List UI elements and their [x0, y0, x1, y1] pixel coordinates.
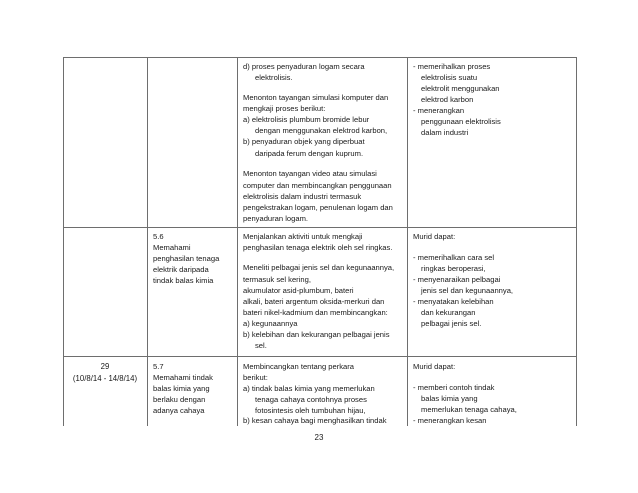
- outcome-line: - menyenaraikan pelbagai: [413, 275, 501, 284]
- activity-line: akumulator asid-plumbum, bateri: [243, 286, 354, 295]
- objective-line: balas kimia yang: [153, 384, 210, 393]
- outcome-line: - memberi contoh tindak: [413, 383, 495, 392]
- objective-line: Memahami: [153, 243, 191, 252]
- activity-line: a) kegunaannya: [243, 319, 298, 328]
- objective-line: 5.6: [153, 232, 164, 241]
- outcome-line: balas kimia yang: [421, 394, 478, 403]
- activity-line: berikut:: [243, 373, 268, 382]
- activity-line: bateri nikel-kadmium dan membincangkan:: [243, 308, 388, 317]
- activity-line: tenaga cahaya contohnya proses: [255, 395, 367, 404]
- activity-line: Menonton tayangan simulasi komputer dan: [243, 93, 389, 102]
- objective-line: 5.7: [153, 362, 164, 371]
- outcome-line: dan kekurangan: [421, 308, 476, 317]
- outcome-line: elektrolit menggunakan: [421, 84, 500, 93]
- activity-line: alkali, bateri argentum oksida-merkuri dan: [243, 297, 385, 306]
- table-border-top: [63, 57, 577, 58]
- outcome-line: elektrod karbon: [421, 95, 474, 104]
- objective-line: penghasilan tenaga: [153, 254, 220, 263]
- row-divider-2: [63, 356, 577, 357]
- activity-line: elektrolisis dalam industri termasuk: [243, 192, 362, 201]
- objective-line: adanya cahaya: [153, 406, 205, 415]
- column-divider-3: [407, 57, 408, 426]
- outcome-line: - menerangkan: [413, 106, 465, 115]
- objective-line: elektrik daripada: [153, 265, 209, 274]
- outcome-line: pelbagai jenis sel.: [421, 319, 482, 328]
- page-number: 23: [314, 433, 324, 442]
- activity-line: Menonton tayangan video atau simulasi: [243, 169, 377, 178]
- outcome-line: - memerihalkan cara sel: [413, 253, 495, 262]
- objective-line: berlaku dengan: [153, 395, 206, 404]
- activity-line: a) tindak balas kimia yang memerlukan: [243, 384, 375, 393]
- outcome-line: Murid dapat:: [413, 232, 456, 241]
- activity-line: Menjalankan aktiviti untuk mengkaji: [243, 232, 363, 241]
- activity-line: d) proses penyaduran logam secara: [243, 62, 365, 71]
- activity-line: Membincangkan tentang perkara: [243, 362, 355, 371]
- activity-line: fotosintesis oleh tumbuhan hijau,: [255, 406, 366, 415]
- objective-line: Memahami tindak: [153, 373, 213, 382]
- outcome-line: elektrolisis suatu: [421, 73, 478, 82]
- activity-line: a) elektrolisis plumbum bromide lebur: [243, 115, 370, 124]
- column-divider-2: [237, 57, 238, 426]
- activity-line: penghasilan tenaga elektrik oleh sel ringkas.: [243, 243, 393, 252]
- activity-line: sel.: [255, 341, 267, 350]
- table-border-right: [576, 57, 577, 426]
- activity-line: termasuk sel kering,: [243, 275, 311, 284]
- row-divider-1: [63, 227, 577, 228]
- activity-line: b) kesan cahaya bagi menghasilkan tindak: [243, 416, 387, 425]
- outcome-line: - menerangkan kesan: [413, 416, 487, 425]
- outcome-line: - memerihalkan proses: [413, 62, 491, 71]
- outcome-line: jenis sel dan kegunaannya,: [421, 286, 514, 295]
- activity-line: penyaduran logam.: [243, 214, 309, 223]
- activity-line: mengkaji proses berikut:: [243, 104, 326, 113]
- outcome-line: - menyatakan kelebihan: [413, 297, 494, 306]
- outcome-line: dalam industri: [421, 128, 469, 137]
- activity-line: Meneliti pelbagai jenis sel dan kegunaannya,: [243, 263, 395, 272]
- activity-line: pengekstrakan logam, penulenan logam dan: [243, 203, 393, 212]
- outcome-line: ringkas beroperasi,: [421, 264, 486, 273]
- week-number: 29: [100, 362, 110, 371]
- objective-line: tindak balas kimia: [153, 276, 214, 285]
- week-dates: (10/8/14 - 14/8/14): [72, 374, 138, 383]
- activity-line: dengan menggunakan elektrod karbon,: [255, 126, 388, 135]
- outcome-line: Murid dapat:: [413, 362, 456, 371]
- activity-line: b) penyaduran objek yang diperbuat: [243, 137, 365, 146]
- outcome-line: memerlukan tenaga cahaya,: [421, 405, 517, 414]
- activity-line: b) kelebihan dan kekurangan pelbagai jenis: [243, 330, 390, 339]
- column-divider-1: [147, 57, 148, 426]
- activity-line: daripada ferum dengan kuprum.: [255, 149, 364, 158]
- activity-line: computer dan membincangkan penggunaan: [243, 181, 392, 190]
- activity-line: elektrolisis.: [255, 73, 293, 82]
- outcome-line: penggunaan elektrolisis: [421, 117, 501, 126]
